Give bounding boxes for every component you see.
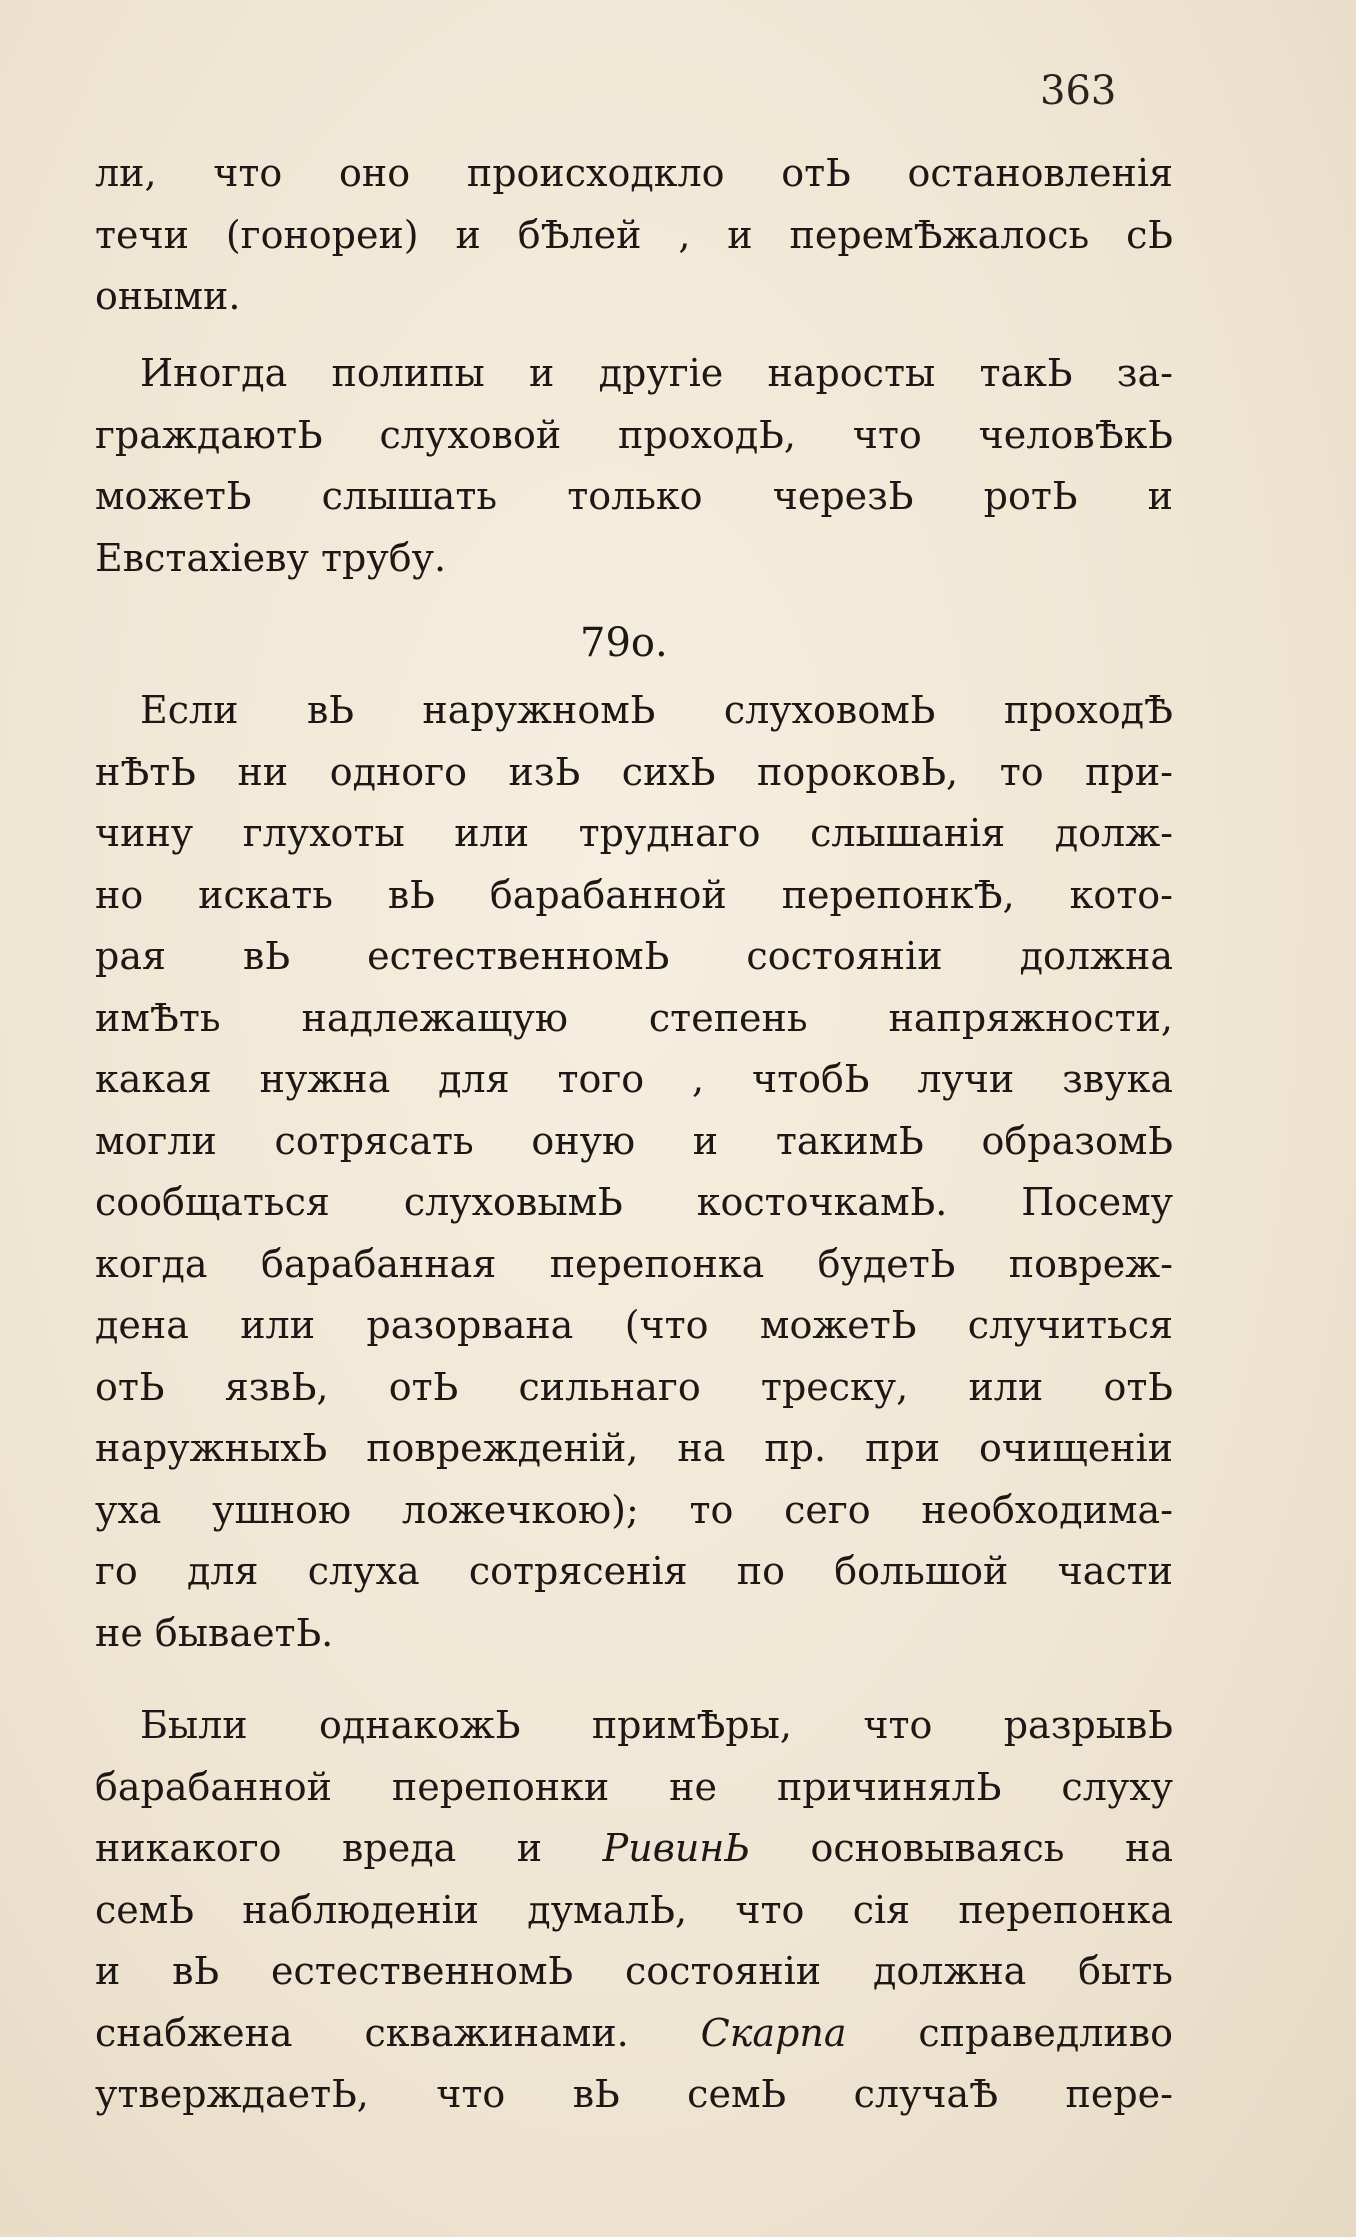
text-line: отЬ язвЬ, отЬ сильнаго треску, или отЬ xyxy=(95,1364,1173,1409)
text-line: течи (гонореи) и бѢлей , и перемѢжалось сЬ xyxy=(95,212,1173,257)
paragraph-eardrum xyxy=(95,680,1173,1664)
text-line: когда барабанная перепонка будетЬ повреж- xyxy=(95,1241,1173,1286)
text-line: и вЬ естественномЬ состояніи должна быть xyxy=(95,1949,1173,1993)
paragraph-continuation xyxy=(95,143,1173,328)
text-line: ли, что оно происходкло отЬ остановленія xyxy=(95,151,1173,195)
page-number: 363 xyxy=(1040,68,1117,114)
text-line: оными. xyxy=(95,274,241,318)
text-fragment: снабжена скважинами. xyxy=(95,2010,701,2055)
text-line: граждаютЬ слуховой проходЬ, что человѢкЬ xyxy=(95,412,1173,457)
text-fragment: основываясь на xyxy=(749,1826,1173,1870)
author-name-scarpa: Скарпа xyxy=(700,2010,847,2055)
text-fragment: справедливо xyxy=(846,2010,1173,2055)
text-line: утверждаетЬ, что вЬ семЬ случаѢ пере- xyxy=(95,2072,1173,2116)
author-name-rivinus: РивинЬ xyxy=(602,1826,750,1870)
text-line xyxy=(95,1818,1173,1880)
text-line: Были однакожЬ примѢры, что разрывЬ xyxy=(140,1703,1173,1747)
text-line: наружныхЬ поврежденій, на пр. при очищеніи xyxy=(95,1426,1173,1470)
text-line xyxy=(95,2003,1173,2065)
text-line: но искать вЬ барабанной перепонкѢ, кото- xyxy=(95,872,1173,917)
text-line: Евстахіеву трубу. xyxy=(95,535,447,580)
text-line: чину глухоты или труднаго слышанія долж- xyxy=(95,811,1173,855)
text-fragment: никакого вреда и xyxy=(95,1826,603,1870)
paragraph-polyps xyxy=(95,343,1173,589)
text-line: Если вЬ наружномЬ слуховомЬ проходѢ xyxy=(140,688,1173,732)
paragraph-examples xyxy=(95,1695,1173,2126)
text-line: имѢть надлежащую степень напряжности, xyxy=(95,995,1173,1040)
text-line: уха ушною ложечкою); то сего необходима- xyxy=(95,1487,1173,1532)
text-line: рая вЬ естественномЬ состояніи должна xyxy=(95,934,1173,978)
text-line: сообщаться слуховымЬ косточкамЬ. Посему xyxy=(95,1180,1173,1224)
text-line: нѢтЬ ни одного изЬ сихЬ пороковЬ, то при- xyxy=(95,749,1173,794)
section-number: 79о. xyxy=(580,620,668,666)
text-line: какая нужна для того , чтобЬ лучи звука xyxy=(95,1057,1173,1101)
text-line: не бываетЬ. xyxy=(95,1610,334,1655)
text-line: Иногда полипы и другіе наросты такЬ за- xyxy=(140,351,1173,395)
text-line: барабанной перепонки не причинялЬ слуху xyxy=(95,1764,1173,1809)
text-line: можетЬ слышать только черезЬ ротЬ и xyxy=(95,474,1173,518)
text-line: дена или разорвана (что можетЬ случиться xyxy=(95,1303,1173,1347)
text-line: могли сотрясать оную и такимЬ образомЬ xyxy=(95,1118,1173,1163)
text-line: семЬ наблюденіи думалЬ, что сія перепонка xyxy=(95,1887,1173,1932)
text-line: го для слуха сотрясенія по большой части xyxy=(95,1549,1173,1593)
